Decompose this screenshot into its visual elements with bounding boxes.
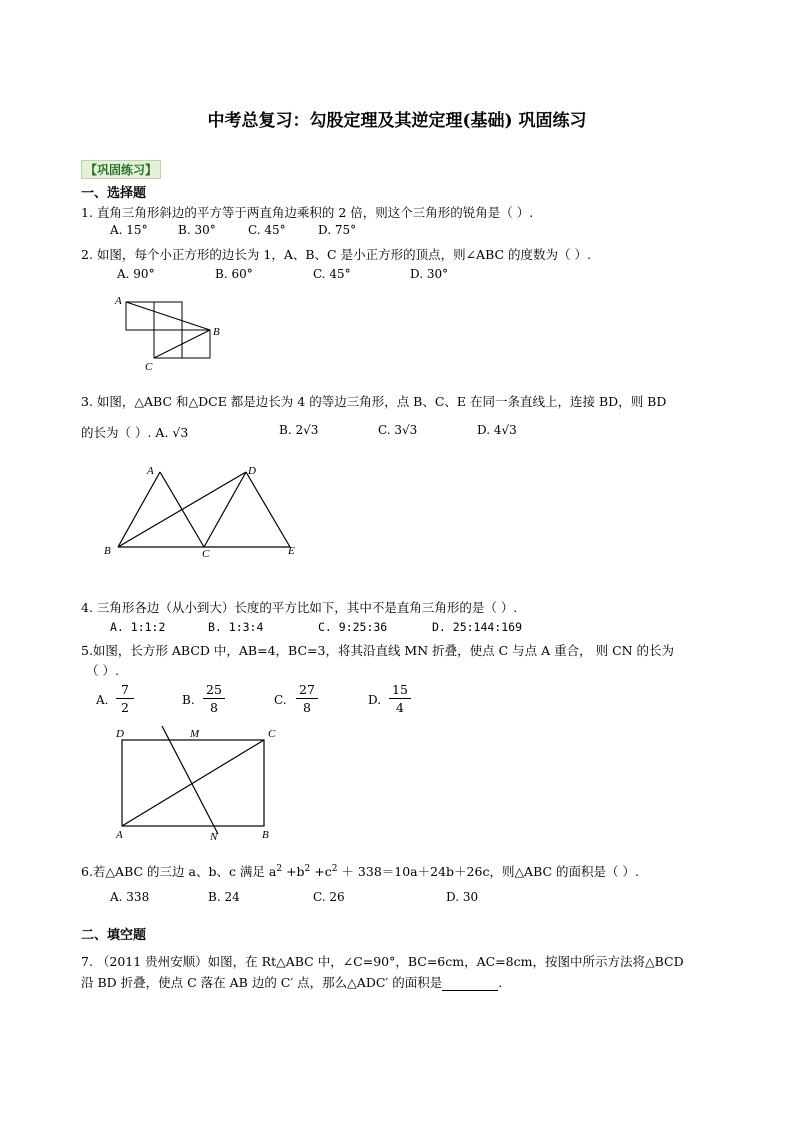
- q2-option-d: D. 30°: [410, 267, 449, 281]
- q6-option-a: A. 338: [110, 890, 150, 904]
- q3-option-d: D. 4√3: [477, 423, 517, 437]
- question-3-line2: 的长为（ ）. A. √3: [81, 425, 189, 440]
- question-7-line1: 7. （2011 贵州安顺）如图，在 Rt△ABC 中，∠C=90°，BC=6cm，AC=8cm，按图中所示方法将△BCD: [81, 954, 684, 969]
- q2-grid-figure: [108, 290, 228, 374]
- page-title: 中考总复习：勾股定理及其逆定理(基础) 巩固练习: [207, 111, 587, 131]
- q5-label-n: N: [210, 831, 218, 842]
- q2-option-b: B. 60°: [215, 267, 253, 281]
- q5-option-b-letter: B.: [182, 693, 195, 707]
- q3-option-b: B. 2√3: [279, 423, 319, 437]
- q5-option-b-den: 8: [210, 700, 218, 715]
- q1-option-c: C. 45°: [248, 223, 286, 237]
- q5-option-c-num: 27: [299, 682, 315, 697]
- q7-line2-end: .: [498, 975, 503, 990]
- q5-option-c-fraction: [296, 682, 318, 715]
- question-1: 1. 直角三角形斜边的平方等于两直角边乘积的 2 倍，则这个三角形的锐角是（ ）.: [81, 205, 534, 220]
- q5-option-a-fraction: [116, 682, 134, 715]
- question-3-line1: 3. 如图，△ABC 和△DCE 都是边长为 4 的等边三角形，点 B、C、E 在同一条直线上，连接 BD，则 BD: [81, 394, 667, 409]
- question-5-line2: （ ）.: [86, 663, 119, 678]
- question-4: 4. 三角形各边（从小到大）长度的平方比如下，其中不是直角三角形的是（ ）.: [81, 600, 518, 615]
- q6-option-c: C. 26: [313, 890, 345, 904]
- q6-suffix: ＋ 338＝10a＋24b＋26c，则△ABC 的面积是（ ）.: [337, 864, 639, 879]
- q6-mid1: +b: [282, 864, 305, 879]
- q5-option-d-letter: D.: [368, 693, 382, 707]
- q5-option-d-den: 4: [396, 700, 404, 715]
- q3-label-b: B: [104, 545, 111, 557]
- q5-option-a-letter: A.: [96, 693, 109, 707]
- q5-option-c-den: 8: [303, 700, 311, 715]
- q4-option-a: A. 1:1:2: [110, 620, 166, 634]
- q4-option-b: B. 1:3:4: [208, 620, 264, 634]
- q1-option-d: D. 75°: [318, 223, 357, 237]
- question-5-line1: 5.如图，长方形 ABCD 中，AB=4，BC=3，将其沿直线 MN 折叠，使点 C 与点 A 重合， 则 CN 的长为: [81, 643, 675, 658]
- question-6: [81, 862, 639, 880]
- q2-option-a: A. 90°: [117, 267, 155, 281]
- q3-label-c: C: [202, 548, 210, 560]
- q7-answer-blank: [442, 978, 498, 991]
- question-7-line2: [81, 973, 502, 991]
- q5-label-m: M: [190, 728, 200, 740]
- q5-option-c-letter: C.: [274, 693, 287, 707]
- q1-option-b: B. 30°: [178, 223, 216, 237]
- q3-option-c: C. 3√3: [378, 423, 418, 437]
- q2-label-c: C: [145, 361, 153, 373]
- q1-option-a: A. 15°: [110, 223, 148, 237]
- section-tag: 【巩固练习】: [81, 160, 161, 179]
- q5-option-a-den: 2: [121, 700, 129, 715]
- q5-option-b-fraction: [203, 682, 225, 715]
- q3-label-a: A: [147, 465, 154, 477]
- q6-exp-c: 2: [331, 863, 338, 874]
- q5-option-a-num: 7: [121, 682, 129, 697]
- q3-label-d: D: [248, 465, 256, 477]
- q5-label-c: C: [268, 728, 276, 740]
- q2-label-b: B: [213, 326, 220, 338]
- q5-label-b: B: [262, 829, 269, 841]
- q6-exp-a: 2: [276, 863, 283, 874]
- section-heading-fill: 二、填空题: [81, 928, 147, 943]
- q5-option-d-num: 15: [392, 682, 408, 697]
- q5-label-d: D: [116, 728, 124, 740]
- q2-label-a: A: [115, 295, 122, 307]
- q3-label-e: E: [288, 545, 295, 557]
- q2-option-c: C. 45°: [313, 267, 351, 281]
- q6-prefix: 6.若△ABC 的三边 a、b、c 满足 a: [81, 864, 277, 879]
- q6-exp-b: 2: [304, 863, 311, 874]
- q7-line2-text: 沿 BD 折叠，使点 C 落在 AB 边的 C′ 点，那么△ADC′ 的面积是: [81, 975, 443, 990]
- q3-triangles-figure: [100, 460, 310, 560]
- q6-mid2: +c: [310, 864, 332, 879]
- section-heading-choice: 一、选择题: [81, 186, 147, 201]
- q5-label-a: A: [116, 829, 123, 841]
- question-2: 2. 如图，每个小正方形的边长为 1，A、B、C 是小正方形的顶点，则∠ABC 的度数为（ ）.: [81, 247, 591, 262]
- q5-rectangle-figure: [110, 726, 290, 842]
- q4-option-c: C. 9:25:36: [318, 620, 388, 634]
- q5-option-d-fraction: [389, 682, 411, 715]
- q6-option-d: D. 30: [446, 890, 479, 904]
- q4-option-d: D. 25:144:169: [432, 620, 523, 634]
- q6-option-b: B. 24: [208, 890, 240, 904]
- q5-option-b-num: 25: [206, 682, 222, 697]
